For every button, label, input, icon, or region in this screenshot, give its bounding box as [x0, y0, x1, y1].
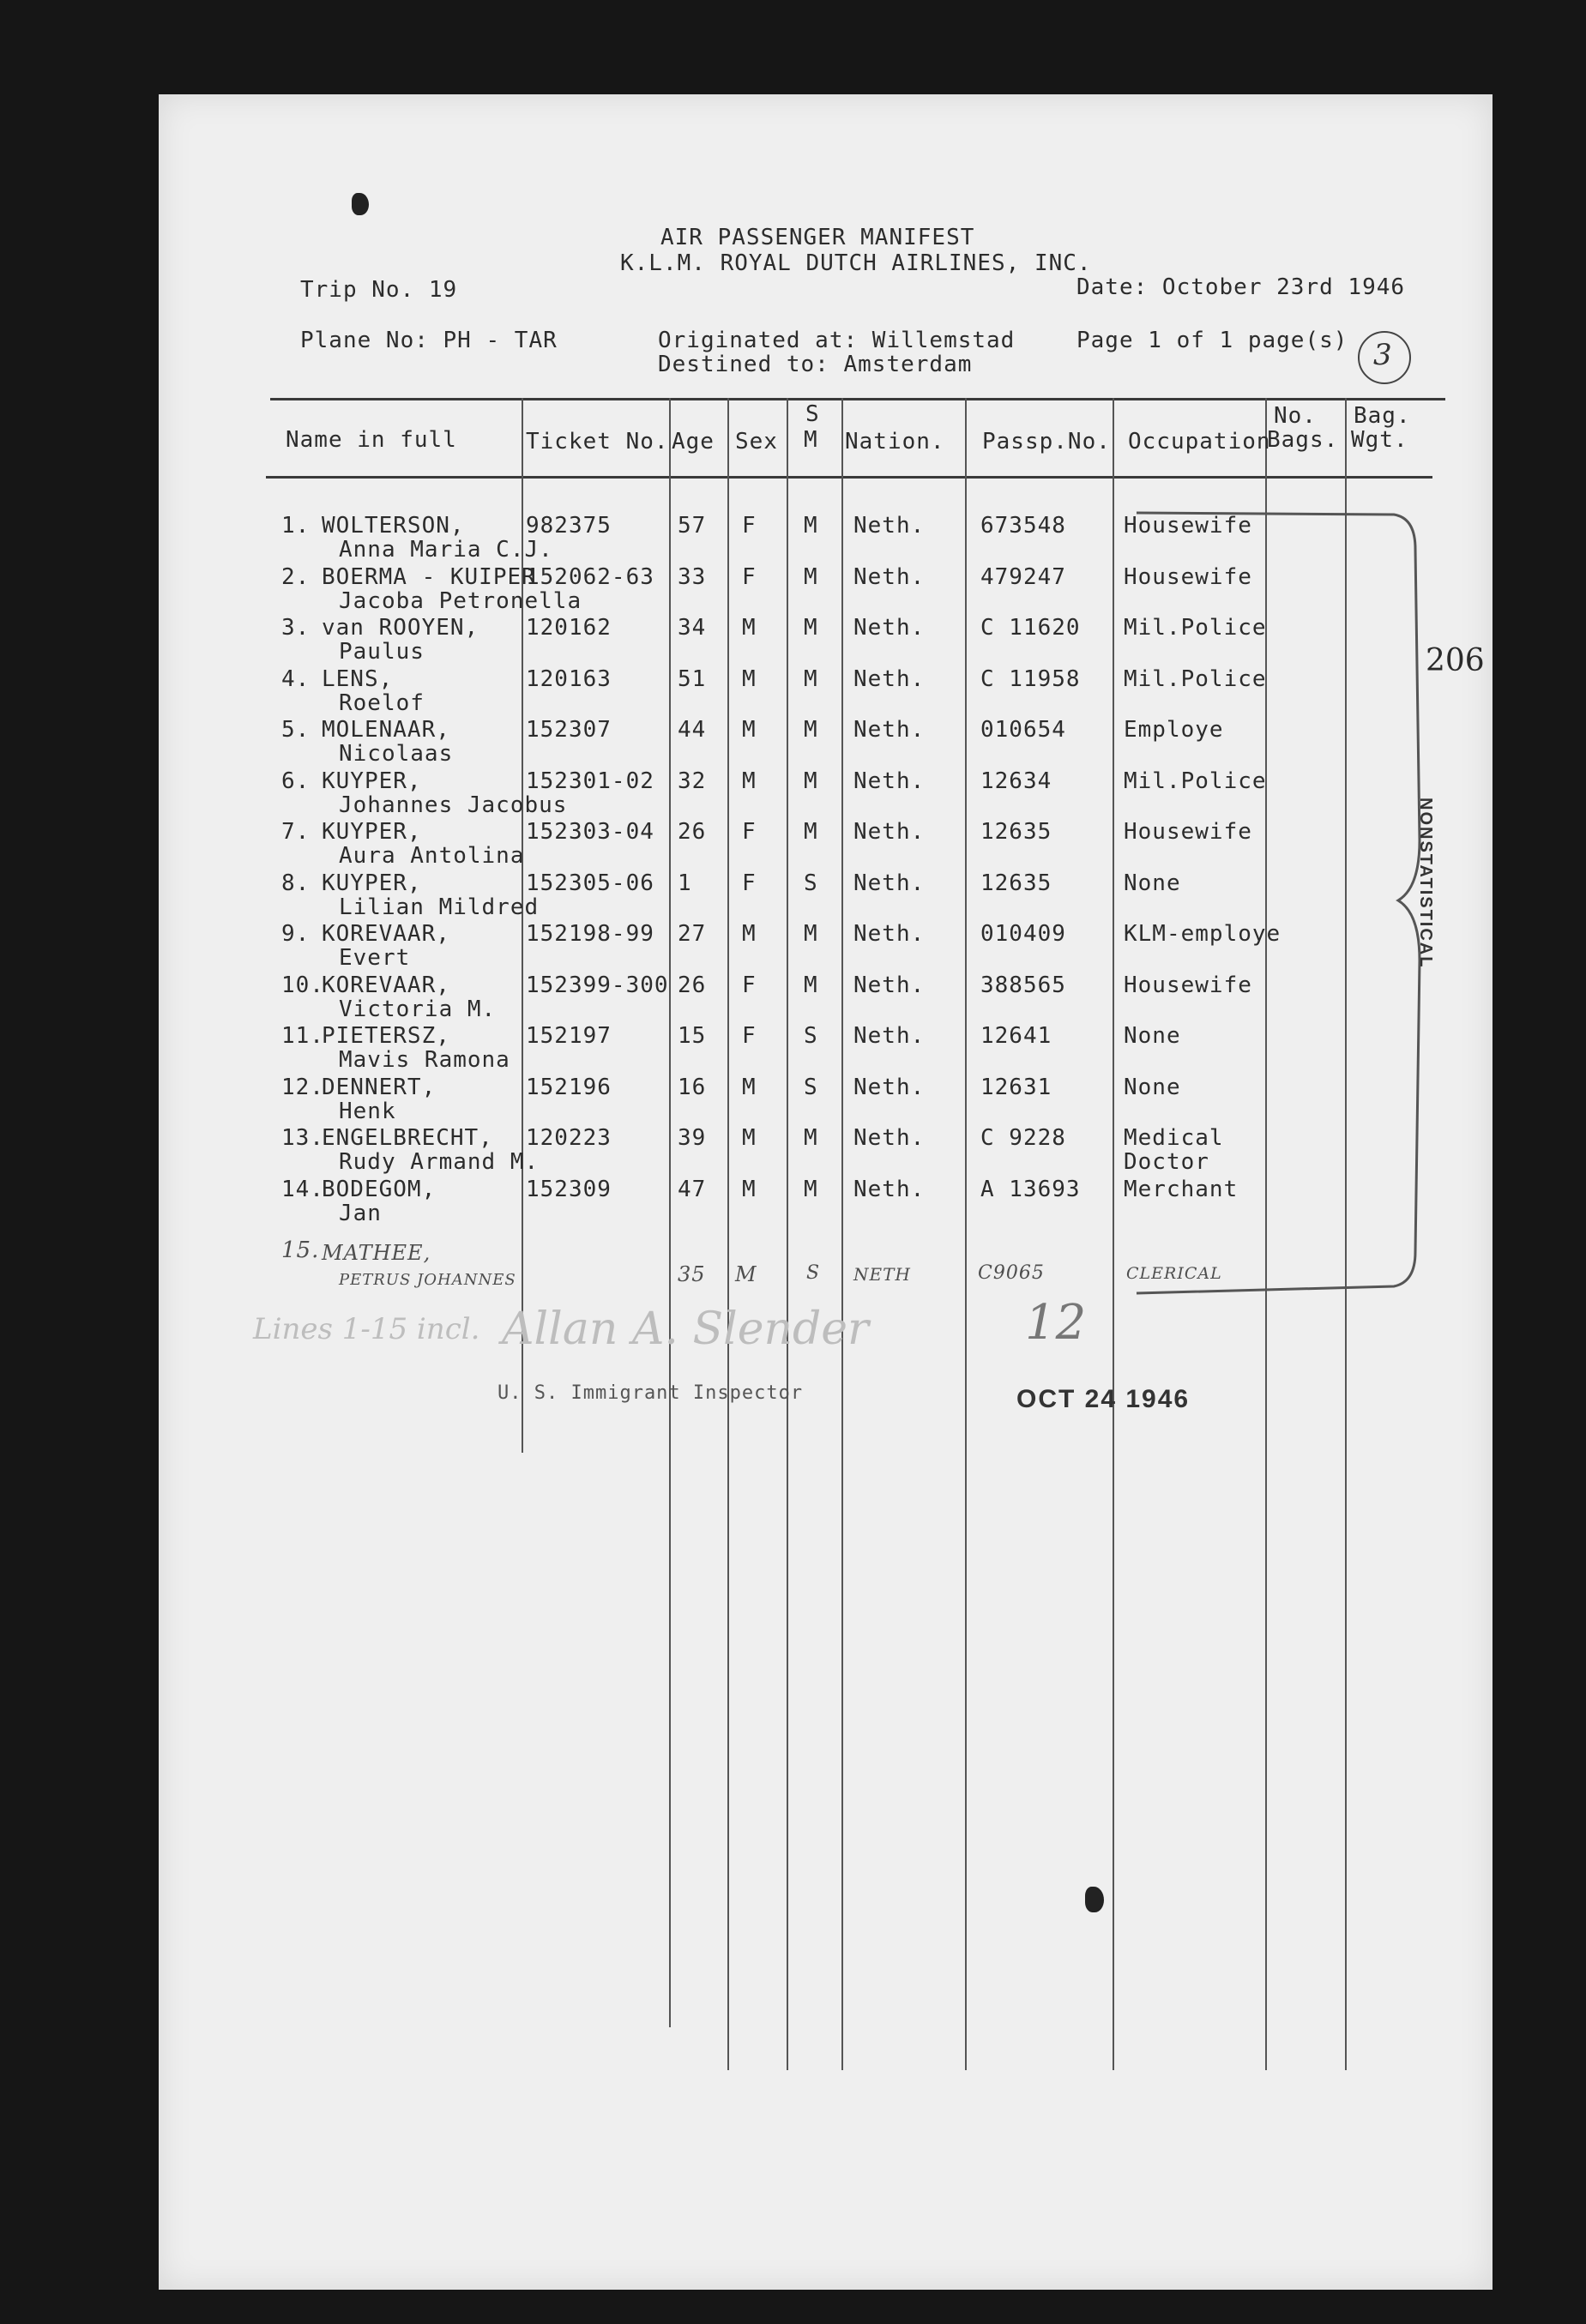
passenger-number: 6. [281, 768, 311, 794]
passenger-sex: M [742, 615, 757, 641]
passenger-nationality: Neth. [853, 819, 926, 845]
origin: Originated at: Willemstad [658, 328, 1016, 353]
passenger-nationality: Neth. [853, 870, 926, 896]
ticket-number: 120163 [526, 666, 612, 692]
col-name: Name in full [286, 427, 457, 453]
table-header-rule [266, 476, 1432, 479]
passenger-occupation: Housewife [1124, 513, 1252, 539]
passenger-surname: KOREVAAR, [322, 921, 450, 947]
passport-number: 388565 [980, 972, 1066, 998]
passenger-age: 44 [678, 717, 707, 743]
passenger-number: 12. [281, 1075, 324, 1100]
passenger-nationality: Neth. [853, 1023, 926, 1049]
passenger-age: 32 [678, 768, 707, 794]
passenger-age: 47 [678, 1177, 707, 1202]
passenger-nationality: Neth. [853, 1125, 926, 1151]
passenger-surname: MOLENAAR, [322, 717, 450, 743]
ticket-number: 152303-04 [526, 819, 654, 845]
passenger-given-name: Jacoba Petronella [339, 588, 582, 614]
handwritten-given: PETRUS JOHANNES [339, 1271, 516, 1289]
col-ticket: Ticket No. [526, 429, 669, 455]
ticket-number: 152309 [526, 1177, 612, 1202]
ticket-number: 152305-06 [526, 870, 654, 896]
passport-number: C 11958 [980, 666, 1081, 692]
marital-status: M [804, 1177, 818, 1202]
passenger-occupation: Housewife [1124, 819, 1252, 845]
passenger-sex: F [742, 564, 757, 590]
passenger-nationality: Neth. [853, 972, 926, 998]
circled-number [1358, 331, 1411, 384]
marital-status: S [804, 870, 818, 896]
circled-number-text: 3 [1373, 338, 1392, 372]
passenger-surname: ENGELBRECHT, [322, 1125, 493, 1151]
ticket-number: 152062-63 [526, 564, 654, 590]
passenger-surname: BOERMA - KUIPER [322, 564, 536, 590]
passenger-nationality: Neth. [853, 615, 926, 641]
passenger-given-name: Roelof [339, 690, 425, 716]
passenger-surname: BODEGOM, [322, 1177, 437, 1202]
passenger-age: 26 [678, 972, 707, 998]
marital-status: M [804, 666, 818, 692]
passenger-age: 15 [678, 1023, 707, 1049]
margin-page-number: 206 [1426, 643, 1485, 678]
marital-status: S [804, 1075, 818, 1100]
passport-number: 12634 [980, 768, 1052, 794]
passenger-surname: KUYPER, [322, 819, 422, 845]
passenger-given-name: Nicolaas [339, 741, 454, 767]
passport-number: 12641 [980, 1023, 1052, 1049]
passport-number: 010654 [980, 717, 1066, 743]
passenger-sex: M [742, 666, 757, 692]
handwritten-surname: MATHEE, [322, 1241, 431, 1265]
passenger-age: 57 [678, 513, 707, 539]
passenger-given-name: Victoria M. [339, 996, 497, 1022]
col-sm-bottom: M [804, 427, 818, 453]
passenger-age: 33 [678, 564, 707, 590]
passenger-number: 14. [281, 1177, 324, 1202]
passenger-number: 9. [281, 921, 311, 947]
passenger-sex: F [742, 819, 757, 845]
handwritten-nation: NETH [853, 1264, 911, 1285]
passport-number: A 13693 [980, 1177, 1081, 1202]
plane-number: Plane No: PH - TAR [300, 328, 558, 353]
passenger-occupation: Mil.Police [1124, 666, 1267, 692]
passport-number: 12635 [980, 819, 1052, 845]
col-sex: Sex [735, 429, 778, 455]
marital-status: M [804, 921, 818, 947]
bracket-label: NONSTATISTICAL [1416, 798, 1435, 969]
passenger-age: 16 [678, 1075, 707, 1100]
passenger-age: 1 [678, 870, 692, 896]
page-count: Page 1 of 1 page(s) [1076, 328, 1348, 353]
passenger-occupation: Merchant [1124, 1177, 1239, 1202]
passenger-number: 3. [281, 615, 311, 641]
col-nation: Nation. [845, 429, 945, 455]
marital-status: M [804, 717, 818, 743]
passenger-given-name: Mavis Ramona [339, 1047, 510, 1073]
passport-number: 12631 [980, 1075, 1052, 1100]
passenger-age: 34 [678, 615, 707, 641]
signature-note: Lines 1-15 incl. [253, 1312, 480, 1346]
passenger-age: 26 [678, 819, 707, 845]
passenger-surname: LENS, [322, 666, 394, 692]
passenger-sex: M [742, 717, 757, 743]
passenger-nationality: Neth. [853, 717, 926, 743]
nonstatistical-bracket [1119, 497, 1428, 1389]
marital-status: M [804, 564, 818, 590]
ink-blot [352, 193, 369, 215]
manifest-title: AIR PASSENGER MANIFEST [660, 225, 975, 250]
passenger-number: 7. [281, 819, 311, 845]
passenger-number: 2. [281, 564, 311, 590]
passenger-surname: WOLTERSON, [322, 513, 465, 539]
passenger-sex: F [742, 972, 757, 998]
ticket-number: 152301-02 [526, 768, 654, 794]
airline-name: K.L.M. ROYAL DUTCH AIRLINES, INC. [620, 250, 1092, 276]
destination: Destined to: Amsterdam [658, 352, 973, 377]
passport-number: C 9228 [980, 1125, 1066, 1151]
passenger-surname: DENNERT, [322, 1075, 437, 1100]
ticket-number: 120162 [526, 615, 612, 641]
passenger-surname: KUYPER, [322, 870, 422, 896]
passenger-number: 5. [281, 717, 311, 743]
table-top-rule [270, 398, 1445, 400]
marital-status: M [804, 819, 818, 845]
passenger-occupation-line2: Doctor [1124, 1149, 1209, 1175]
passenger-number: 8. [281, 870, 311, 896]
inspector-initials: 12 [1025, 1295, 1087, 1351]
col-bags-bottom: Bags. [1267, 427, 1339, 453]
passenger-age: 51 [678, 666, 707, 692]
passenger-age: 27 [678, 921, 707, 947]
passenger-occupation: Housewife [1124, 972, 1252, 998]
passenger-given-name: Rudy Armand M. [339, 1149, 540, 1175]
handwritten-num: 15. [281, 1237, 320, 1263]
passenger-given-name: Evert [339, 945, 411, 971]
ticket-number: 982375 [526, 513, 612, 539]
passenger-sex: M [742, 768, 757, 794]
passport-number: C 11620 [980, 615, 1081, 641]
handwritten-sex: M [735, 1262, 757, 1286]
passport-number: 010409 [980, 921, 1066, 947]
passenger-surname: van ROOYEN, [322, 615, 479, 641]
handwritten-sm: S [806, 1262, 821, 1284]
passenger-given-name: Lilian Mildred [339, 894, 540, 920]
manifest-page [159, 94, 1493, 2290]
col-passport: Passp.No. [982, 429, 1111, 455]
passenger-occupation: Mil.Police [1124, 615, 1267, 641]
marital-status: M [804, 972, 818, 998]
passenger-sex: M [742, 1125, 757, 1151]
ticket-number: 152196 [526, 1075, 612, 1100]
ticket-number: 120223 [526, 1125, 612, 1151]
col-wgt-bottom: Wgt. [1351, 427, 1408, 453]
col-wgt-top: Bag. [1354, 403, 1411, 429]
passenger-nationality: Neth. [853, 1177, 926, 1202]
passenger-nationality: Neth. [853, 1075, 926, 1100]
passenger-surname: PIETERSZ, [322, 1023, 450, 1049]
handwritten-occupation: CLERICAL [1126, 1264, 1222, 1283]
passenger-age: 39 [678, 1125, 707, 1151]
passport-number: 673548 [980, 513, 1066, 539]
inspection-stamp-date: OCT 24 1946 [1016, 1385, 1191, 1413]
passenger-nationality: Neth. [853, 513, 926, 539]
handwritten-passport: C9065 [978, 1262, 1045, 1284]
inspector-signature: Allan A. Slender [502, 1303, 869, 1355]
passenger-number: 13. [281, 1125, 324, 1151]
col-bags-top: No. [1274, 403, 1317, 429]
passenger-occupation: None [1124, 1023, 1181, 1049]
inspector-title: U. S. Immigrant Inspector [498, 1382, 804, 1404]
passenger-given-name: Jan [339, 1201, 382, 1226]
passenger-occupation: None [1124, 870, 1181, 896]
passenger-sex: M [742, 1177, 757, 1202]
passenger-occupation: KLM-employe [1124, 921, 1281, 947]
passenger-nationality: Neth. [853, 921, 926, 947]
passenger-surname: KUYPER, [322, 768, 422, 794]
handwritten-age: 35 [678, 1262, 706, 1286]
col-age: Age [672, 429, 715, 455]
passenger-nationality: Neth. [853, 666, 926, 692]
passenger-occupation: Medical [1124, 1125, 1224, 1151]
col-occupation: Occupation [1128, 429, 1271, 455]
passenger-occupation: Employe [1124, 717, 1224, 743]
passenger-occupation: Housewife [1124, 564, 1252, 590]
col-sm-top: S [805, 401, 820, 427]
passenger-sex: F [742, 870, 757, 896]
ticket-number: 152307 [526, 717, 612, 743]
passenger-number: 10. [281, 972, 324, 998]
passenger-sex: M [742, 921, 757, 947]
marital-status: M [804, 1125, 818, 1151]
passenger-occupation: None [1124, 1075, 1181, 1100]
marital-status: M [804, 615, 818, 641]
passenger-occupation: Mil.Police [1124, 768, 1267, 794]
passport-number: 479247 [980, 564, 1066, 590]
trip-number: Trip No. 19 [300, 277, 458, 303]
marital-status: S [804, 1023, 818, 1049]
passenger-number: 4. [281, 666, 311, 692]
manifest-date: Date: October 23rd 1946 [1076, 274, 1406, 300]
passport-number: 12635 [980, 870, 1052, 896]
ink-blot [1085, 1887, 1104, 1912]
passenger-surname: KOREVAAR, [322, 972, 450, 998]
passenger-number: 1. [281, 513, 311, 539]
passenger-sex: M [742, 1075, 757, 1100]
passenger-number: 11. [281, 1023, 324, 1049]
passenger-nationality: Neth. [853, 768, 926, 794]
passenger-given-name: Aura Antolina [339, 843, 525, 869]
passenger-sex: F [742, 513, 757, 539]
passenger-given-name: Paulus [339, 639, 425, 665]
ticket-number: 152197 [526, 1023, 612, 1049]
ticket-number: 152198-99 [526, 921, 654, 947]
ticket-number: 152399-300 [526, 972, 669, 998]
marital-status: M [804, 513, 818, 539]
passenger-given-name: Johannes Jacobus [339, 792, 568, 818]
passenger-given-name: Anna Maria C.J. [339, 537, 553, 563]
passenger-nationality: Neth. [853, 564, 926, 590]
marital-status: M [804, 768, 818, 794]
passenger-sex: F [742, 1023, 757, 1049]
passenger-given-name: Henk [339, 1099, 396, 1124]
